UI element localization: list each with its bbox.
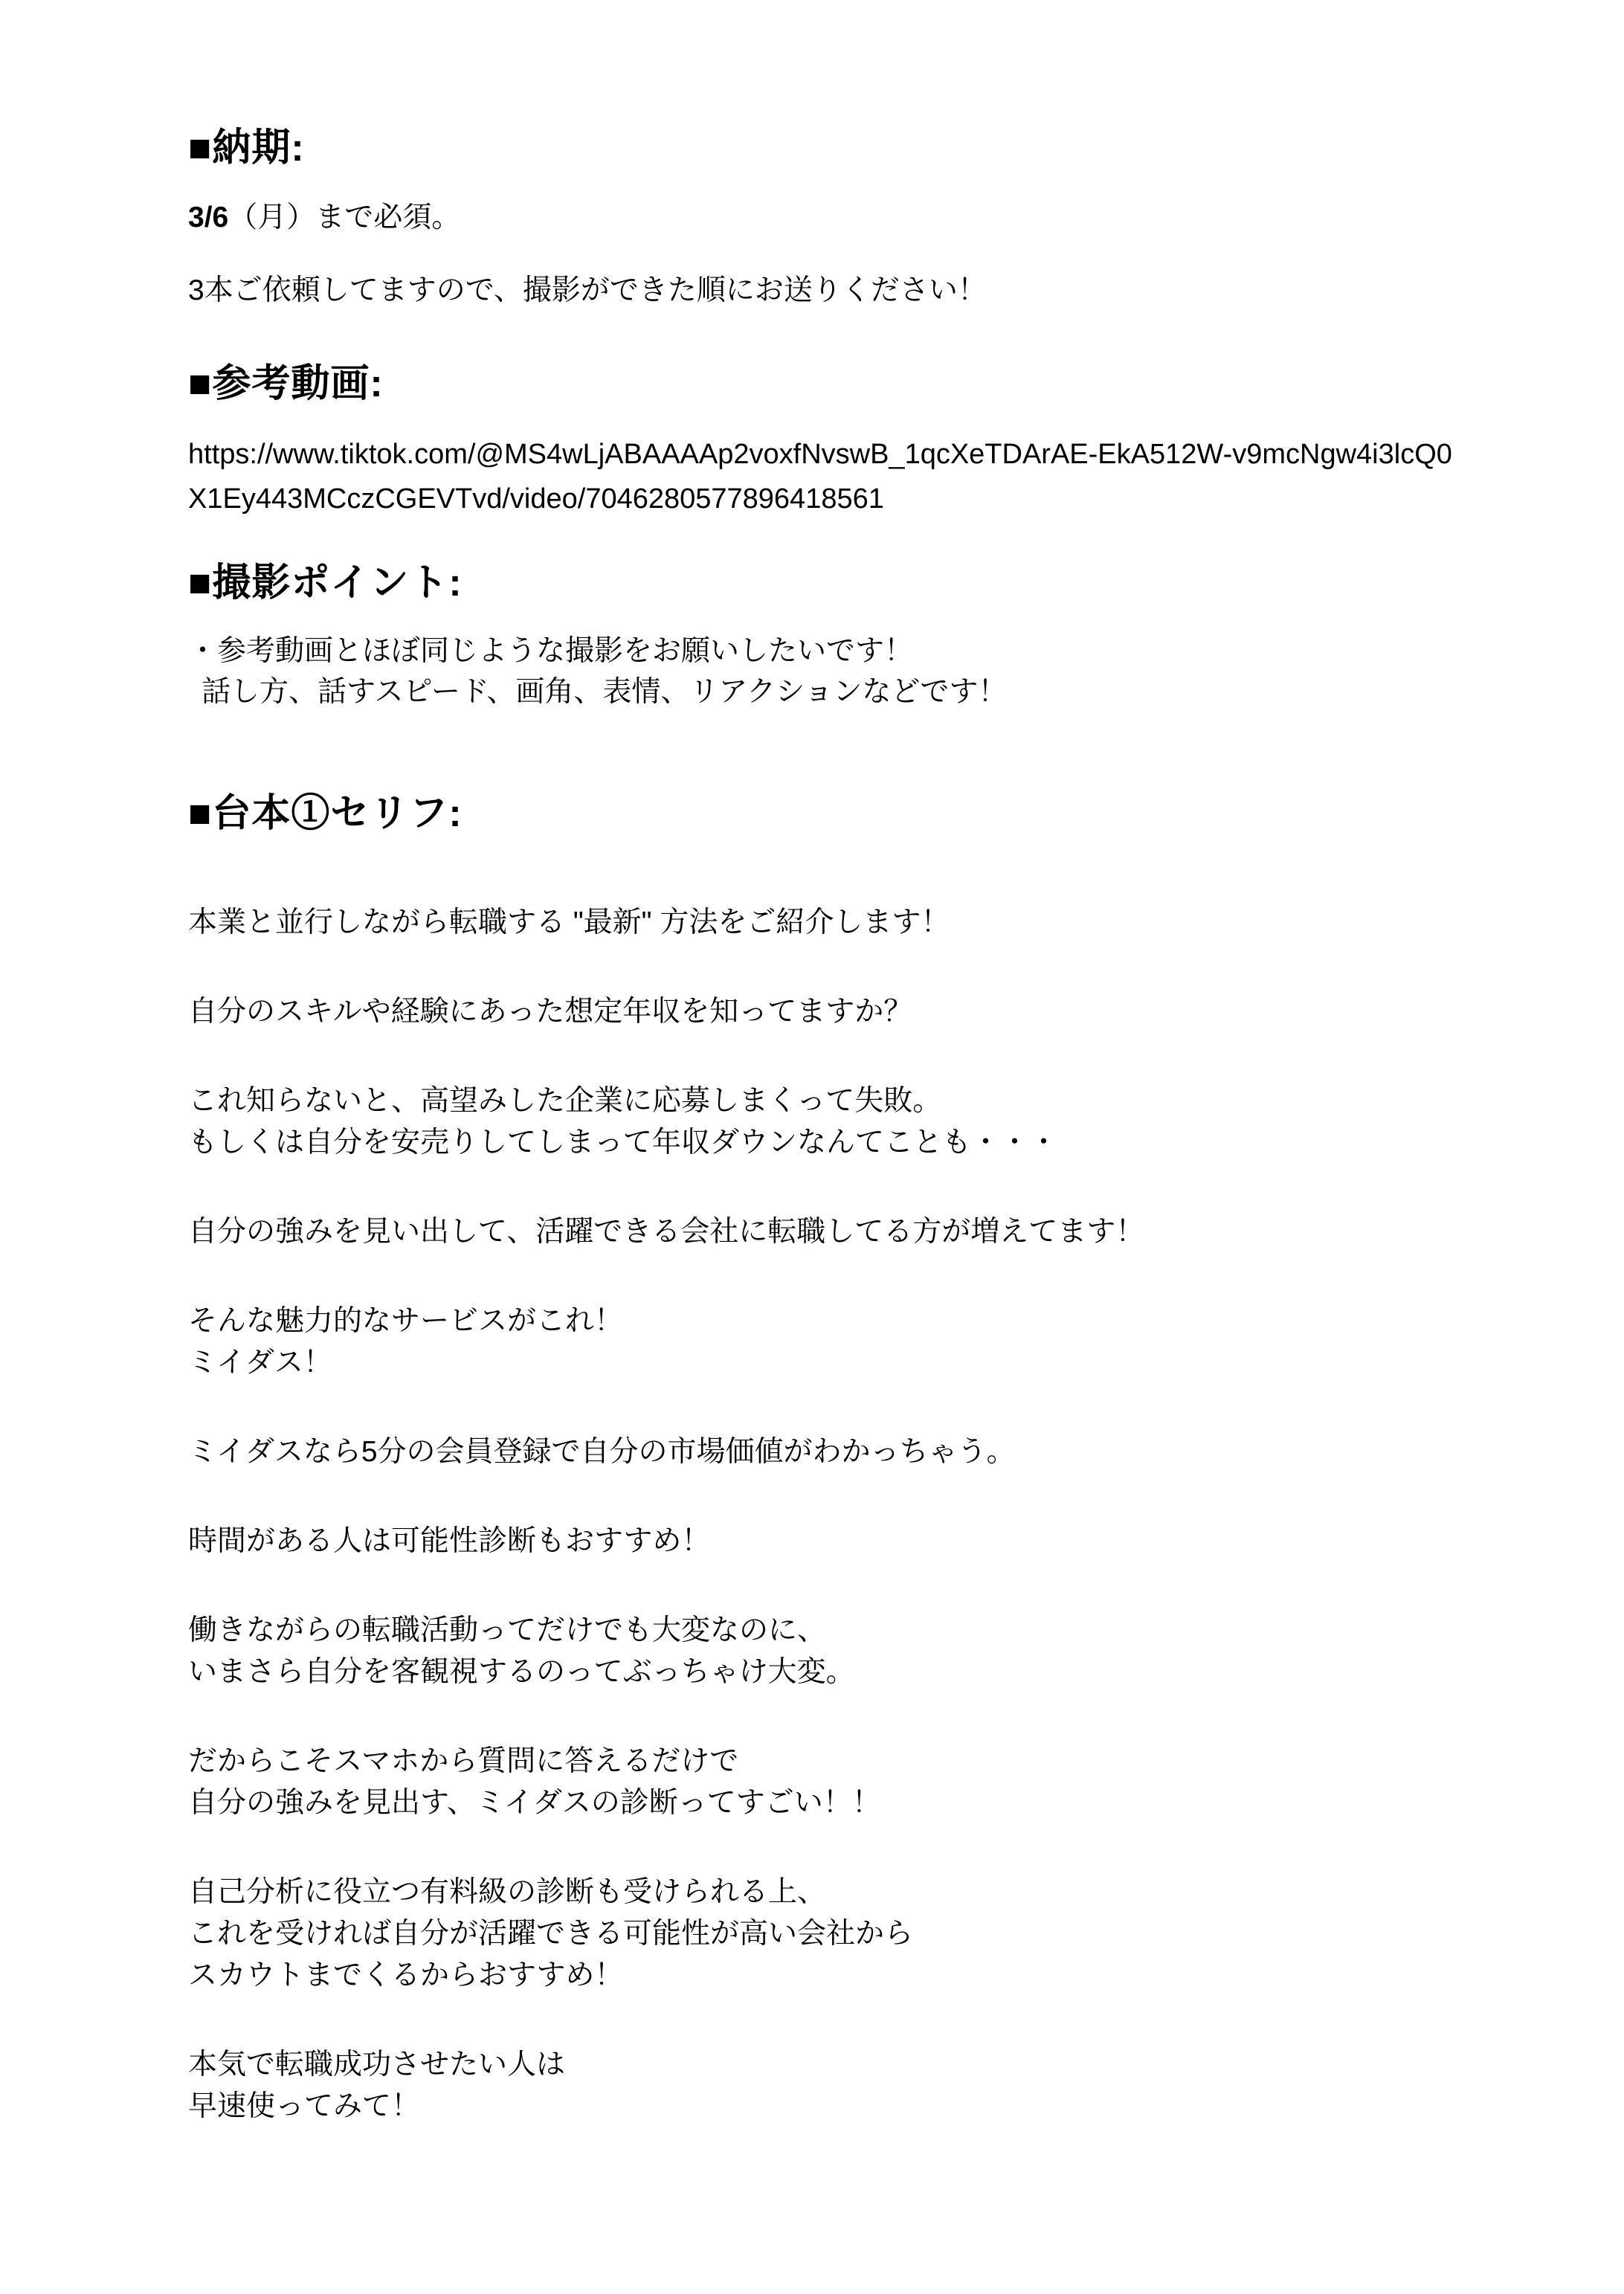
script-section-heading: ■台本①セリフ: (188, 792, 463, 835)
script-line: 早速使ってみて！ (188, 2090, 421, 2122)
script-line: 自分のスキルや経験にあった想定年収を知ってますか？ (188, 996, 913, 1028)
script-paragraph (188, 902, 1453, 944)
shooting-points-list (188, 631, 1453, 712)
script-line: 自分の強みを見出す、ミイダスの診断ってすごい！！ (188, 1787, 881, 1819)
script-paragraph (188, 1431, 1453, 1473)
reference-video-url-line: X1Ey443MCczCGEVTvd/video/7046280577896418561 (188, 483, 884, 515)
script-line: 自己分析に役立つ有料級の診断も受けられる上、 (188, 1876, 827, 1908)
deadline-date-rest: （月）まで必須。 (228, 202, 461, 233)
script-paragraph (188, 1610, 1453, 1693)
script-line: 時間がある人は可能性診断もおすすめ！ (188, 1525, 711, 1557)
script-line: もしくは自分を安売りしてしまって年収ダウンなんてことも・・・ (188, 1127, 1059, 1159)
reference-video-section-heading: ■参考動画: (188, 362, 384, 405)
reference-video-url-line: https://www.tiktok.com/@MS4wLjABAAAAp2voxfNvswB_1qcXeTDArAE-EkA512W-v9mcNgw4i3lcQ0 (188, 439, 1452, 470)
script-paragraphs (188, 902, 1453, 2127)
script-line: これ知らないと、高望みした企業に応募しまくって失敗。 (188, 1085, 942, 1117)
script-line: そんな魅力的なサービスがこれ！ (188, 1305, 624, 1337)
script-paragraph (188, 1741, 1453, 1824)
script-line: スカウトまでくるからおすすめ！ (188, 1959, 624, 1991)
deadline-date-line (188, 197, 1453, 239)
script-line: 自分の強みを見い出して、活躍できる会社に転職してる方が増えてます！ (188, 1216, 1145, 1248)
script-paragraph (188, 2044, 1453, 2127)
deadline-date: 3/6 (188, 202, 229, 233)
script-line: だからこそスマホから質問に答えるだけで (188, 1745, 739, 1777)
script-line: 本気で転職成功させたい人は (188, 2049, 566, 2081)
script-paragraph (188, 1211, 1453, 1253)
shooting-points-section-heading: ■撮影ポイント: (188, 561, 463, 605)
shooting-point-line: 話し方、話すスピード、画角、表情、リアクションなどです！ (202, 676, 1008, 708)
script-paragraph (188, 991, 1453, 1033)
script-paragraph (188, 1872, 1453, 1997)
script-paragraph (188, 1521, 1453, 1562)
reference-video-url (188, 432, 1453, 521)
shooting-point-line: ・参考動画とほぼ同じような撮影をお願いしたいです！ (188, 635, 914, 667)
script-paragraph (188, 1080, 1453, 1164)
script-line: 働きながらの転職活動ってだけでも大変なのに、 (188, 1614, 827, 1646)
script-line: ミイダスなら5分の会員登録で自分の市場価値がわかっちゃう。 (188, 1436, 1016, 1468)
script-paragraph (188, 1301, 1453, 1384)
script-line: 本業と並行しながら転職する "最新" 方法をご紹介します！ (188, 906, 950, 938)
script-line: ミイダス！ (188, 1347, 332, 1379)
deadline-section-heading: ■納期: (188, 126, 305, 170)
script-line: これを受ければ自分が活躍できる可能性が高い会社から (188, 1918, 914, 1950)
script-line: いまさら自分を客観視するのってぶっちゃけ大変。 (188, 1656, 855, 1688)
deadline-note: 3本ご依頼してますので、撮影ができた順にお送りください！ (188, 274, 987, 306)
